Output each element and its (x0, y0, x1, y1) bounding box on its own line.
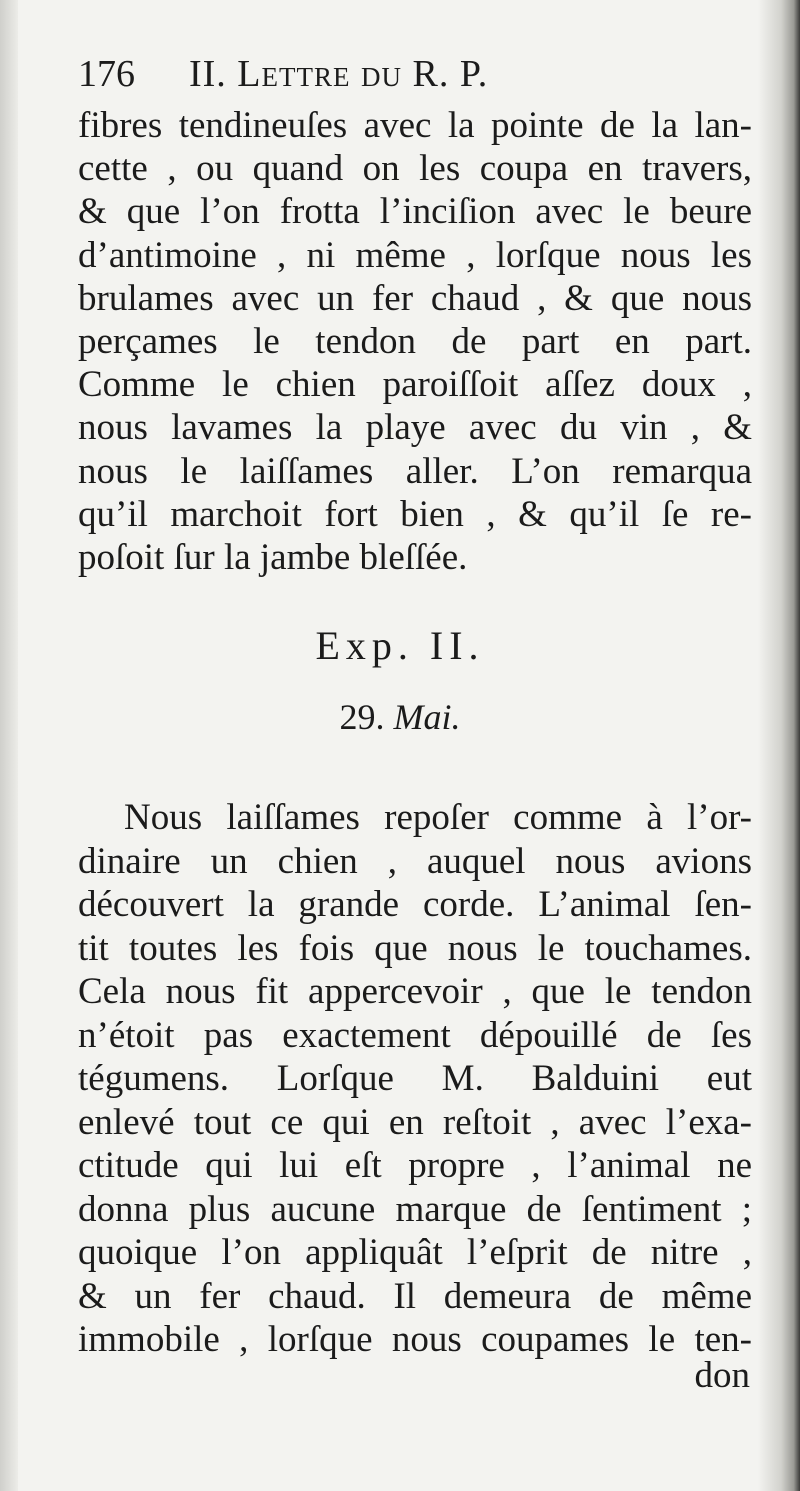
text-line: tégumens. Lorſque M. Balduini eut (78, 1058, 752, 1099)
text-line: donna plus aucune marque de ſentiment ; (78, 1188, 752, 1230)
text-line: fibres tendineuſes avec la pointe de la lan- (78, 105, 752, 146)
text-line: & que l’on frotta l’inciſion avec le beure (78, 191, 752, 233)
text-line: qu’il marchoit fort bien , & qu’il ſe re- (78, 493, 752, 535)
catchword: don (694, 1355, 750, 1396)
text-line: poſoit ſur la jambe bleſſée. (78, 537, 468, 579)
running-header (78, 52, 748, 96)
date-heading (0, 696, 800, 738)
text-line: d’antimoine , ni même , lorſque nous les (78, 234, 752, 276)
text-line: & un fer chaud. Il demeura de même (78, 1275, 752, 1317)
text-line: ctitude qui lui eſt propre , l’animal ne (78, 1145, 752, 1186)
text-line: Cela nous fit appercevoir , que le tendon (78, 971, 752, 1012)
text-line: perçames le tendon de part en part. (78, 321, 752, 363)
text-line: cette , ou quand on les coupa en travers, (78, 148, 752, 190)
text-line: dinaire un chien , auquel nous avions (78, 840, 752, 882)
paragraph-1 (78, 104, 752, 579)
text-line: brulames avec un fer chaud , & que nous (78, 277, 752, 319)
text-line: tit toutes les fois que nous le touchames. (78, 927, 752, 969)
text-line: enlevé tout ce qui en reſtoit , avec l’exa- (78, 1101, 752, 1143)
text-line: Nous laiſſames repoſer comme à l’or- (124, 797, 752, 838)
text-line: quoique l’on appliquât l’eſprit de nitre , (78, 1232, 752, 1273)
date-month: Mai. (393, 697, 461, 737)
text-line: découvert la grande corde. L’animal ſen- (78, 884, 752, 925)
paragraph-2 (78, 796, 752, 1362)
text-line: Comme le chien paroiſſoit aſſez doux , (78, 364, 752, 406)
experiment-heading: Exp. II. (315, 623, 485, 668)
text-line: n’étoit pas exactement dépouillé de ſes (78, 1014, 752, 1056)
running-title: II. Lettre du R. P. (189, 53, 489, 95)
date-day: 29. (339, 697, 385, 737)
page-gutter-shadow (758, 0, 800, 1491)
text-line: immobile , lorſque nous coupames le ten- (78, 1319, 752, 1360)
page-left-edge (0, 0, 18, 1491)
text-line: nous lavames la playe avec du vin , & (78, 407, 752, 449)
page-number: 176 (78, 53, 135, 95)
text-line: nous le laiſſames aller. L’on remarqua (78, 450, 752, 492)
